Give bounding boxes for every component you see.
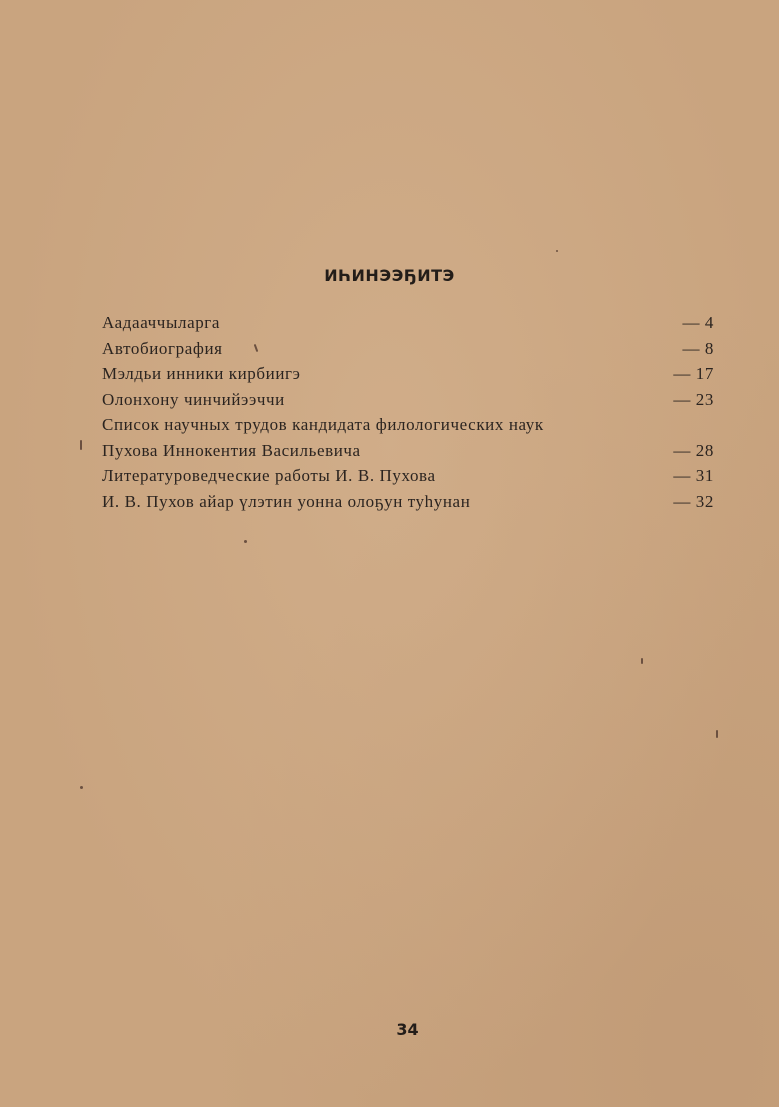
toc-entry bbox=[102, 336, 714, 362]
contents-heading: ИҺИНЭЭҔИТЭ bbox=[324, 266, 455, 285]
toc-entry bbox=[102, 463, 714, 489]
paper-speck bbox=[80, 786, 83, 789]
page-number: 34 bbox=[396, 1020, 419, 1039]
toc-entry-page: — 4 bbox=[682, 313, 714, 332]
toc-entry bbox=[102, 412, 714, 438]
paper-speck bbox=[80, 440, 82, 450]
toc-entry-title: Автобиография bbox=[102, 338, 223, 358]
table-of-contents bbox=[102, 310, 714, 514]
toc-entry-page: — 31 bbox=[673, 466, 714, 485]
toc-entry bbox=[102, 361, 714, 387]
paper-speck bbox=[641, 658, 643, 664]
toc-entry-title: Аадааччыларга bbox=[102, 313, 221, 332]
paper-speck bbox=[244, 540, 247, 543]
toc-entry bbox=[102, 310, 714, 336]
toc-entry-title: Пухова Иннокентия Васильевича bbox=[102, 440, 361, 460]
toc-entry-page: — 17 bbox=[673, 364, 714, 383]
toc-entry-title: И. В. Пухов айар үлэтин уонна олоҕун туһунан bbox=[102, 491, 471, 511]
toc-entry bbox=[102, 489, 714, 515]
toc-entry bbox=[102, 438, 714, 464]
toc-entry-page: — 28 bbox=[673, 440, 714, 460]
toc-entry bbox=[102, 387, 714, 413]
toc-entry-title: Литературоведческие работы И. В. Пухова bbox=[102, 466, 436, 485]
toc-entry-title: Мэлдьи инники кирбиигэ bbox=[102, 364, 301, 383]
toc-entry-page: — 23 bbox=[673, 389, 714, 409]
toc-entry-page: — 8 bbox=[682, 338, 714, 358]
toc-entry-title: Олонхону чинчийээччи bbox=[102, 389, 285, 409]
paper-speck bbox=[716, 730, 718, 738]
toc-entry-page: — 32 bbox=[673, 491, 714, 511]
paper-speck bbox=[556, 250, 558, 252]
toc-entry-title: Список научных трудов кандидата филологических наук bbox=[102, 415, 544, 434]
